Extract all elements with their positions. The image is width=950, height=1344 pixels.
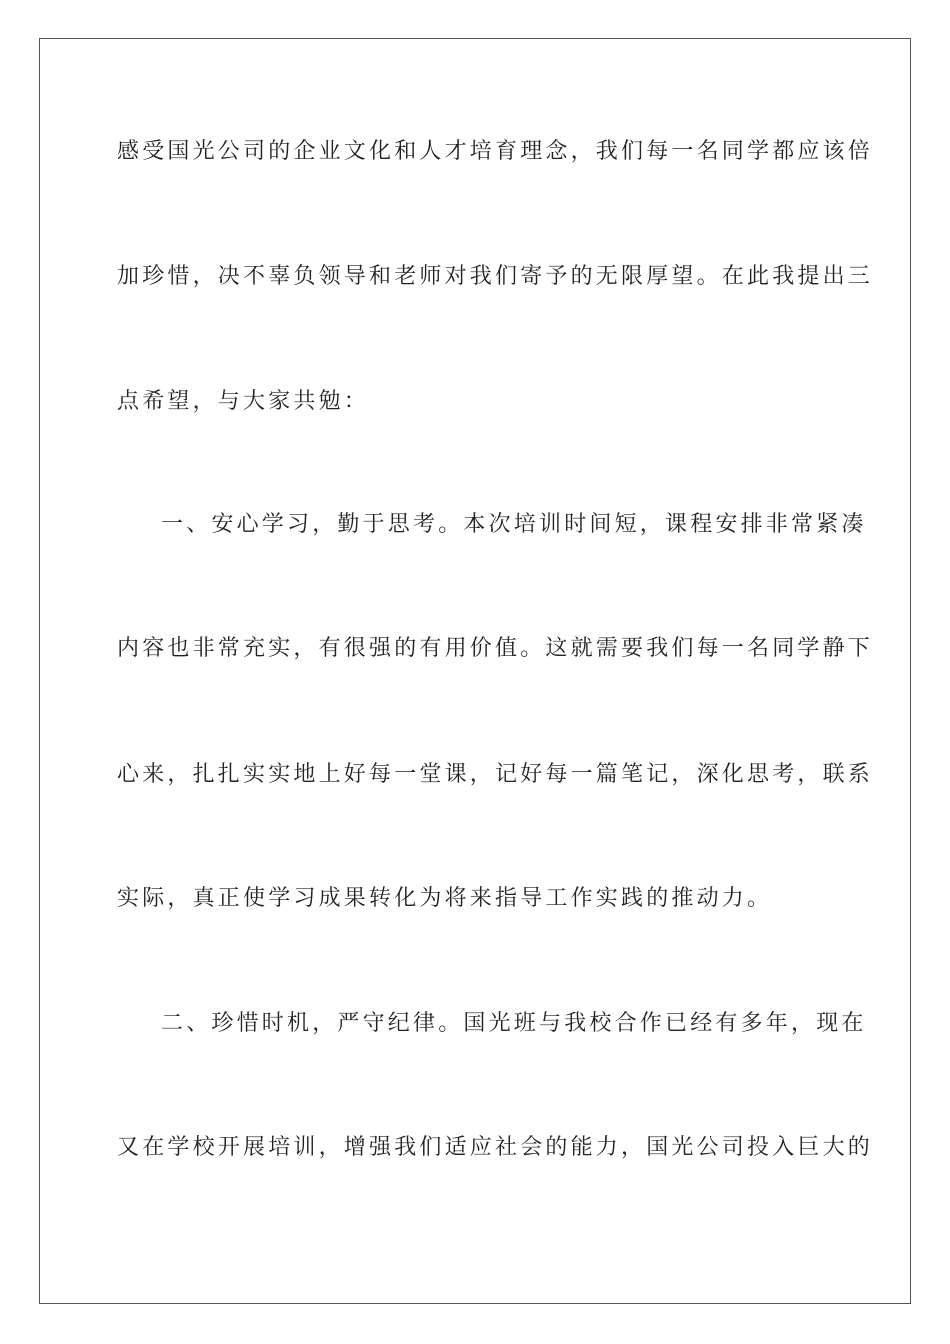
text-line: 又在学校开展培训，增强我们适应社会的能力，国光公司投入巨大的 [117,1135,874,1160]
text-line: 心来，扎扎实实地上好每一堂课，记好每一篇笔记，深化思考，联系 [117,762,874,787]
text-line: 感受国光公司的企业文化和人才培育理念，我们每一名同学都应该倍 [117,139,874,164]
page-border [39,38,911,1304]
text-line: 内容也非常充实，有很强的有用价值。这就需要我们每一名同学静下 [117,636,874,661]
text-line: 实际，真正使学习成果转化为将来指导工作实践的推动力。 [117,886,773,911]
paragraph-one-start: 一、安心学习，勤于思考。本次培训时间短，课程安排非常紧凑 [161,512,867,537]
paragraph-two-start: 二、珍惜时机，严守纪律。国光班与我校合作已经有多年，现在 [161,1011,867,1036]
text-line: 加珍惜，决不辜负领导和老师对我们寄予的无限厚望。在此我提出三 [117,264,874,289]
text-line: 点希望，与大家共勉： [117,389,370,414]
